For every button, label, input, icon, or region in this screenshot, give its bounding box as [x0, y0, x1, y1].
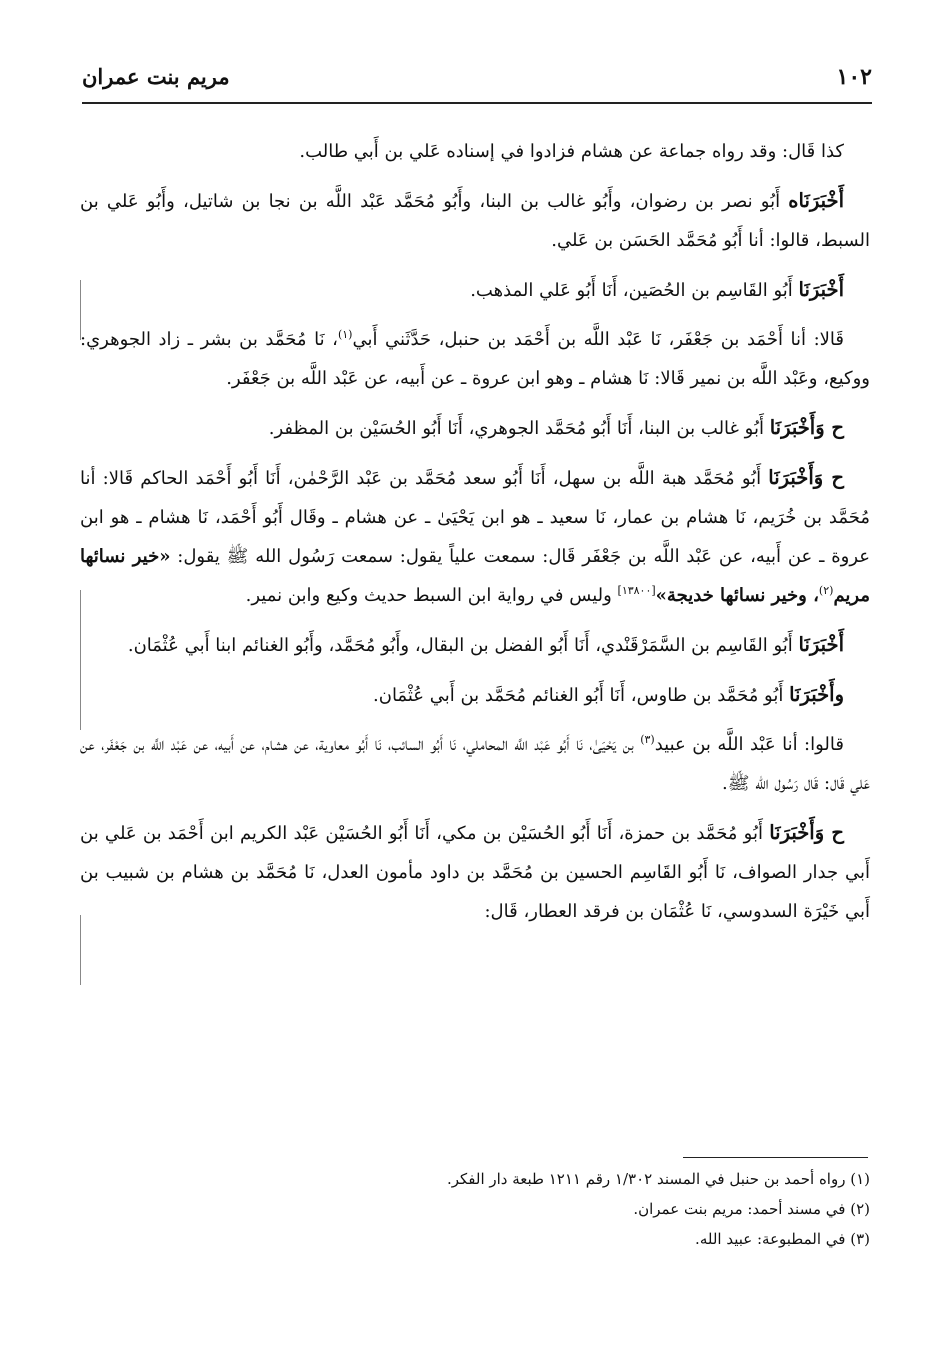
footnote: (٣) في المطبوعة: عبيد الله.	[695, 1230, 870, 1248]
hadith-text: «خير نسائها مريم	[80, 546, 870, 606]
paragraph: وأَخْبَرَنَا أَبُو مُحَمَّد بن طاوس، أَنَا أَبُو الغنائم مُحَمَّد بن أَبي عُثْمَان.	[373, 683, 844, 706]
transmission-keyword: أَخْبَرَنَاه	[788, 189, 844, 212]
transmission-keyword: أَخْبَرَنَا	[798, 278, 844, 301]
paragraph: أَخْبَرَنَاه أَبُو نصر بن رضوان، وأَبُو غالب بن البنا، وأَبُو مُحَمَّد عَبْد اللَّه بن نجا بن شاتيل، وأَبُو عَلي بن السبط، قالوا: أنا أَبُو مُحَمَّد الحَسَن بن عَلي.	[80, 189, 870, 251]
hadith-text: ، وخير نسائها خديجة»	[655, 585, 819, 606]
footnote: (٢) في مسند أحمد: مريم بنت عمران.	[633, 1200, 870, 1218]
page-number: ١٠٢	[836, 64, 872, 90]
paragraph: قالوا: أنا عَبْد اللَّه بن عبيد$^{(٣)}$ بن يَحْيَىٰ، نَا أَبُو عَبْد اللَّه المحاملي، نَا أَبُو السائب، نَا أَبُو معاوية، عن هشام، عن أَبيه، عن عَبْد اللَّه بن جَعْفَر، عن عَلي قَال: قَال رَسُول الله ﷺ.	[80, 733, 870, 794]
paragraph: ح وَأَخْبَرَنَا أَبُو غالب بن البنا، أَنَا أَبُو مُحَمَّد الجوهري، أَنَا أَبُو الحُسَيْن بن المظفر.	[268, 416, 844, 439]
footnote-ref: (٢)	[818, 584, 834, 597]
footnote-ref: (٣)	[640, 733, 655, 746]
paragraph: أَخْبَرَنَا أَبُو القَاسِم بن السَّمَرْقَنْدي، أَنَا أَبُو الفضل بن البقال، وأَبُو مُحَمَّد، وأَبُو الغنائم ابنا أَبي عُثْمَان.	[127, 633, 844, 656]
transmission-keyword: ح وَأَخْبَرَنَا	[769, 821, 844, 844]
footnote: (١) رواه أحمد بن حنبل في المسند ١/٣٠٢ رقم ١٢١١ طبعة دار الفكر.	[446, 1170, 870, 1188]
header-rule	[82, 102, 872, 104]
paragraph: قَالا: أنا أَحْمَد بن جَعْفَر، نَا عَبْد اللَّه بن أَحْمَد بن حنبل، حَدَّثَني أَبي$^{(١)}$، نَا مُحَمَّد بن بشر ـ زاد الجوهري: ووكيع، وعَبْد اللَّه بن نمير قَالا: نَا هشام ـ وهو ابن عروة ـ عن أَبيه، عن عَبْد اللَّه بن جَعْفَر.	[80, 328, 870, 389]
transmission-keyword: وأَخْبَرَنَا	[789, 683, 844, 706]
transmission-keyword: ح وَأَخْبَرَنَا	[769, 416, 844, 439]
footnote-rule	[683, 1157, 868, 1158]
paragraph: كذا قَال: وقد رواه جماعة عن هشام فزادوا في إسناده عَلي بن أَبي طالب.	[299, 141, 844, 162]
paragraph: ح وَأَخْبَرَنَا أَبُو مُحَمَّد بن حمزة، أَنَا أَبُو الحُسَيْن بن مكي، أَنَا أَبُو الحُسَيْن عَبْد الكريم ابن أَحْمَد بن عَلي بن أَبي جدار الصواف، نَا أَبُو القَاسِم الحسين بن مُحَمَّد بن داود مأمون العدل، نَا مُحَمَّد بن هشام بن شبيب بن أَبي خَيْرَة السدوسي، نَا عُثْمَان بن فرقد العطار، قَال:	[80, 821, 870, 922]
page-header	[82, 60, 872, 96]
footnotes	[80, 1164, 870, 1254]
paragraph: أَخْبَرَنَا أَبُو القَاسِم بن الحُصَين، أَنَا أَبُو عَلي المذهب.	[470, 278, 844, 301]
running-title: مريم بنت عمران	[82, 64, 230, 89]
transmission-keyword: ح وَأَخْبَرَنَا	[768, 466, 845, 489]
main-text	[80, 132, 870, 941]
footnote-ref: (١)	[337, 328, 353, 341]
paragraph: ح وَأَخْبَرَنَا أَبُو مُحَمَّد هبة اللَّه بن سهل، أَنَا أَبُو سعد مُحَمَّد بن عَبْد الرَّحْمٰن، أَنَا أَبُو أَحْمَد الحاكم قَالا: أنا مُحَمَّد بن خُرَيم، نَا هشام بن عمار، نَا سعيد ـ هو ابن يَحْيَىٰ ـ عن هشام ـ وقَال أَبُو أَحْمَد، نَا هشام ـ هو ابن عروة ـ عن أَبيه، عن عَبْد اللَّه بن جَعْفَر قَال: سمعت علياً يقول: سمعت رَسُول الله ﷺ يقول: «خير نسائها مريم$^{(٢)}$، وخير نسائها خديجة»[١٣٨٠٠] وليس في رواية ابن السبط حديث وكيع وابن نمير.	[80, 466, 870, 606]
hadith-number: [١٣٨٠٠]	[617, 584, 656, 597]
transmission-keyword: أَخْبَرَنَا	[798, 633, 844, 656]
